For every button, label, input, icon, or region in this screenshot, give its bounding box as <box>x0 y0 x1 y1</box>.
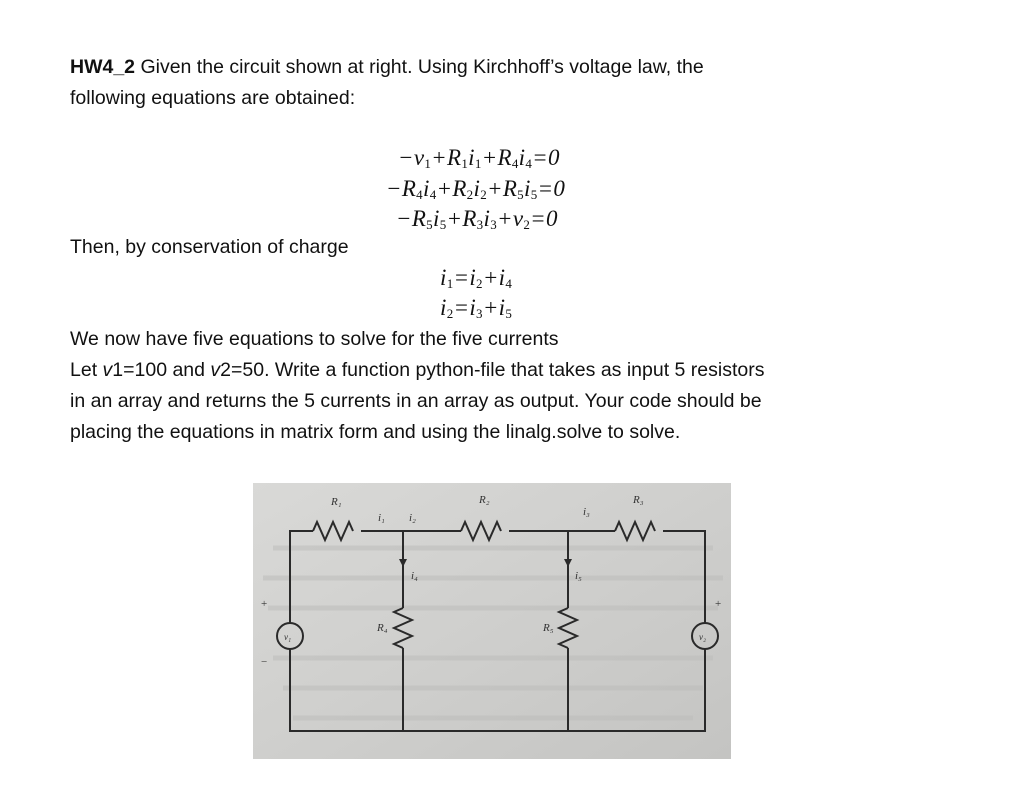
label-v1-minus: − <box>261 656 268 668</box>
label-v2: v₂ <box>699 632 707 642</box>
label-v1: v₁ <box>284 632 292 642</box>
label-r4: R₄ <box>377 622 388 634</box>
label-r2: R₂ <box>479 494 490 506</box>
label-r5: R₅ <box>543 622 554 634</box>
intro-paragraph <box>70 52 704 114</box>
instructions-line-4: placing the equations in matrix form and using the linalg.solve to solve. <box>70 421 681 443</box>
label-v2-plus: + <box>715 598 722 610</box>
circuit-diagram <box>253 483 731 759</box>
label-i3: i₃ <box>583 506 590 518</box>
instructions-line-2: Let v1=100 and v2=50. Write a function python-file that takes as input 5 resistors <box>70 359 765 381</box>
label-i2: i₂ <box>409 512 416 524</box>
label-i4: i₄ <box>411 570 418 582</box>
charge-text: Then, by conservation of charge <box>70 236 349 258</box>
intro-line-1: Given the circuit shown at right. Using Kirchhoff’s voltage law, the <box>140 56 704 78</box>
charge-equation-1: $i_1=i_2+i_4$ <box>440 265 513 291</box>
label-v1-plus: + <box>261 598 268 610</box>
charge-equation-2: $i_2=i_3+i_5$ <box>440 295 513 321</box>
intro-line-2: following equations are obtained: <box>70 87 356 109</box>
label-i5: i₅ <box>575 570 582 582</box>
instructions-line-1: We now have five equations to solve for the five currents <box>70 328 559 350</box>
kvl-equation-1: $-v_1+R_1i_1+R_4i_4=0$ <box>398 145 560 171</box>
label-r1: R₁ <box>331 496 342 508</box>
instructions-paragraph <box>70 324 764 448</box>
instructions-line-3: in an array and returns the 5 currents in an array as output. Your code should be <box>70 390 762 412</box>
kvl-equation-2: $-R_4i_4+R_2i_2+R_5i_5=0$ <box>386 176 566 202</box>
label-r3: R₃ <box>633 494 644 506</box>
kvl-equation-3: $-R_5i_5+R_3i_3+v_2=0$ <box>396 206 558 232</box>
label-i1: i₁ <box>378 512 385 524</box>
problem-id: HW4_2 <box>70 56 136 78</box>
